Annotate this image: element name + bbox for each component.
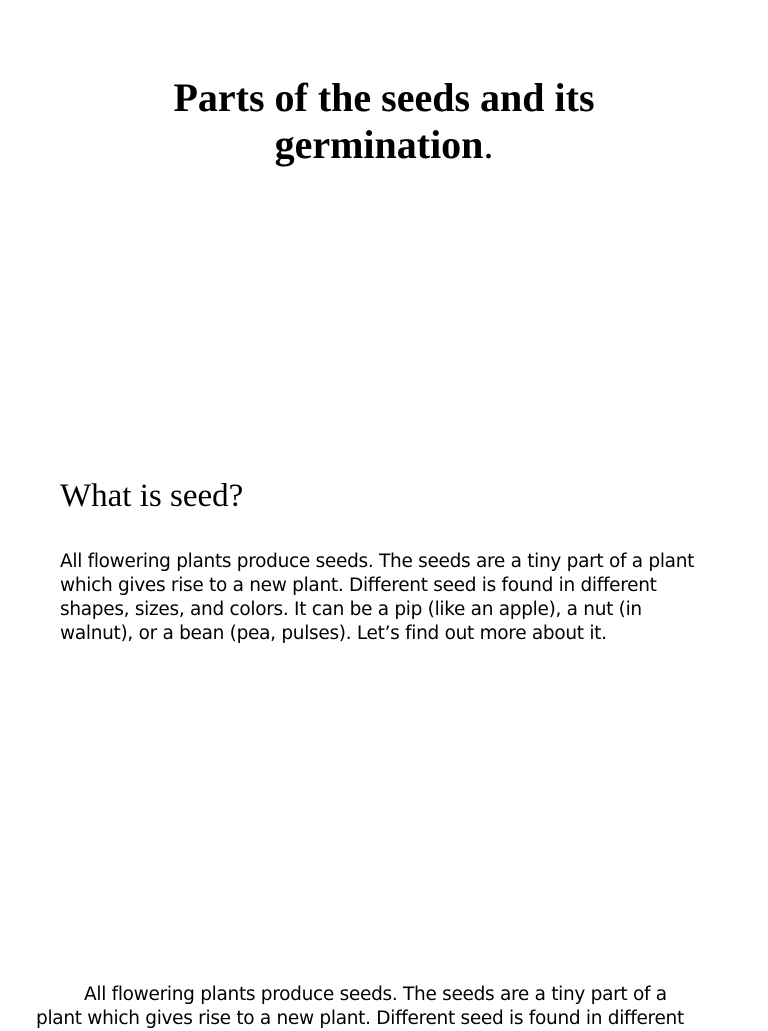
page-title <box>0 74 768 168</box>
body-paragraph: All flowering plants produce seeds. The seeds are a tiny part of a plant which gives rise to a new plant. Different seed is found in different shapes, sizes, and colors. It can be a pip (like an apple), a nut (in walnut), or a bean (pea, pulses). Let’s find out more about it. <box>60 551 695 644</box>
title-period: . <box>483 122 494 167</box>
title-line-1: Parts of the seeds and its <box>173 75 595 120</box>
continuation-line-1: All flowering plants produce seeds. The seeds are a tiny part of a <box>84 984 667 1005</box>
continuation-line-2: plant which gives rise to a new plant. Different seed is found in different <box>36 1008 684 1029</box>
section-heading: What is seed? <box>60 478 244 514</box>
title-line-2 <box>0 121 768 168</box>
title-line-2-text: germination <box>274 122 484 167</box>
